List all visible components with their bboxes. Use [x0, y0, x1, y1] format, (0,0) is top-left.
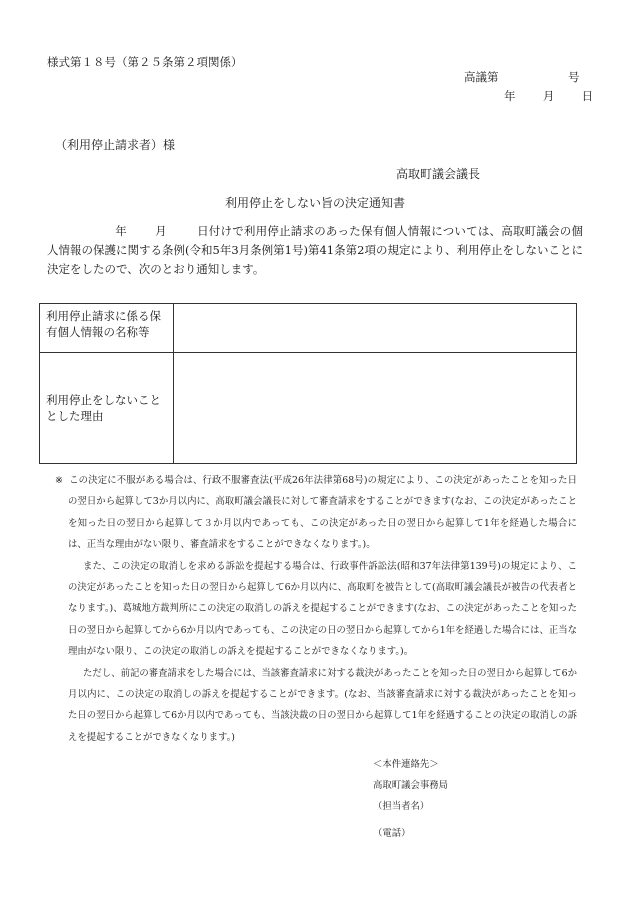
note-paragraph-lawsuit: また、この決定の取消しを求める訴訟を提起する場合は、行政事件訴訟法(昭和37年法律第139号)の規定により、この決定があったことを知った日の翌日から起算して6か月以内に、高取町を被告として(高取町議会議長が被告の代表者となります。)、葛城地方裁判所にこの決定の取消しの訴えを提起することができます(なお、この決定があったことを知った日の翌日から起算してから6か月以内であっても、この決定の日の翌日から起算してから1年を経過した場合には、正当な理由がない限り、この決定の取消しの訴えを提起することができなくなります。)。	[68, 560, 577, 658]
notice-body	[47, 222, 583, 279]
form-number: 様式第１８号（第２５条第２項関係）	[47, 55, 243, 69]
issuer: 高取町議会議長	[396, 167, 481, 181]
row-label-info-name: 利用停止請求に係る保有個人情報の名称等	[40, 304, 174, 353]
legal-notes	[55, 470, 577, 748]
table-row	[40, 304, 577, 353]
row-label-reason: 利用停止をしないこととした理由	[40, 353, 174, 464]
notice-table	[39, 303, 577, 464]
table-row	[40, 353, 577, 464]
body-text: 日付けで利用停止請求のあった保有個人情報については、高取町議会の個人情報の保護に関する条例(令和5年3月条例第1号)第41条第2項の規定により、利用停止をしないことに決定をしたので、次のとおり通知します。	[47, 224, 584, 276]
document-title: 利用停止をしない旨の決定通知書	[224, 196, 405, 210]
contact-person: （担当者名）	[373, 801, 430, 812]
contact-phone: （電話）	[373, 828, 411, 839]
reference-number	[464, 69, 580, 85]
reference-suffix: 号	[568, 70, 580, 84]
issue-date	[504, 88, 593, 104]
date-day-label: 日	[581, 89, 594, 103]
note-paragraph-appeal: ※ この決定に不服がある場合は、行政不服審査法(平成26年法律第68号)の規定により、この決定があったことを知った日の翌日から起算して3か月以内に、高取町議会議長に対して審査請求をすることができます(なお、この決定があったことを知った日の翌日から起算して３か月以内であっても、この決定があった日の翌日から起算して1年を経過した場合には、正当な理由がない限り、審査請求をすることができなくなります。)。	[55, 470, 577, 556]
contact-office: 高取町議会事務局	[373, 780, 449, 791]
date-year-label: 年	[504, 89, 516, 103]
note-paragraph-exception: ただし、前記の審査請求をした場合には、当該審査請求に対する裁決があったことを知った日の翌日から起算して6か月以内に、この決定の取消しの訴えを提起することができます。(なお、当該審査請求に対する裁決があったことを知った日の翌日から起算して6か月以内であっても、当該決裁の日の翌日から起算して1年を経過することの決定の取消しの訴えを提起することができなくなります。)	[68, 667, 577, 743]
row-value-reason	[174, 353, 577, 464]
date-month-label: 月	[542, 89, 555, 103]
body-year-label: 年	[115, 224, 127, 238]
body-month-label: 月	[154, 224, 167, 238]
row-value-info-name	[174, 304, 577, 353]
note-mark: ※	[55, 475, 63, 486]
contact-block	[373, 754, 448, 844]
reference-prefix: 高議第	[464, 70, 499, 84]
recipient: （利用停止請求者）様	[55, 138, 176, 152]
contact-heading: ＜本件連絡先＞	[373, 759, 439, 770]
